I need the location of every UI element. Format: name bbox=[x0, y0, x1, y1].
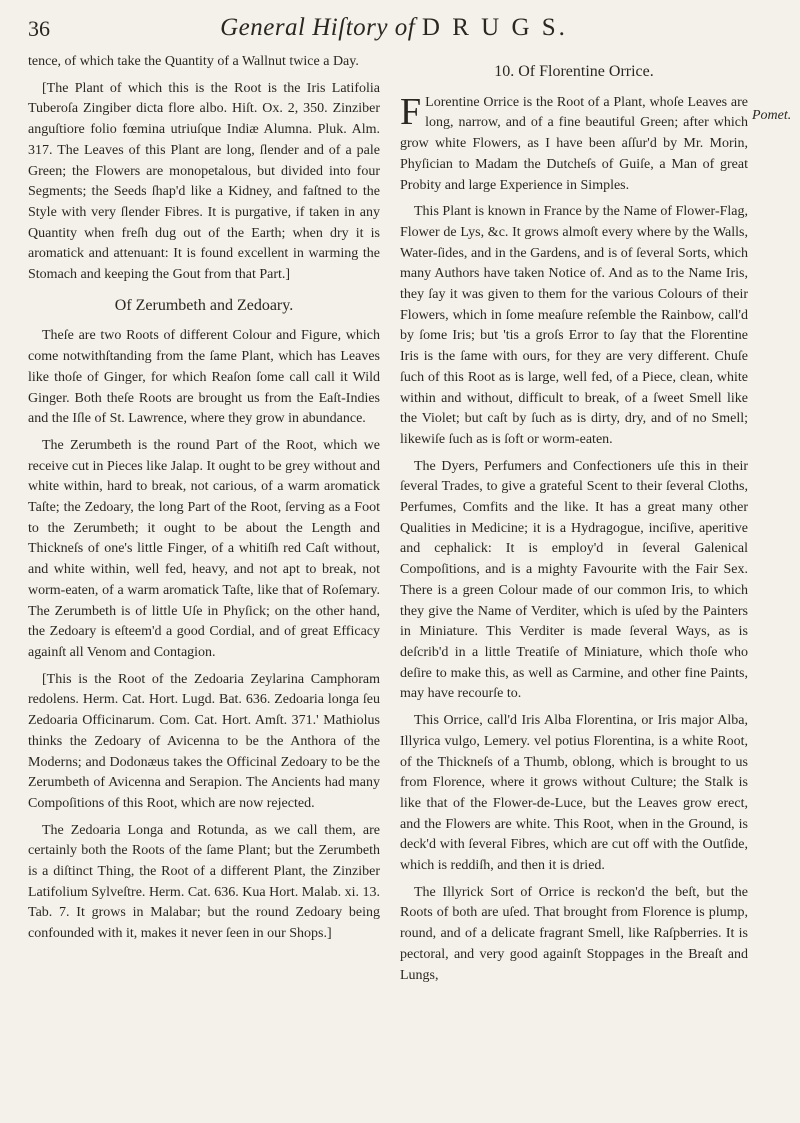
left-column bbox=[28, 52, 380, 951]
continuation-paragraph: tence, of which take the Quantity of a Wallnut twice a Day. bbox=[28, 54, 359, 69]
right-column bbox=[400, 52, 748, 992]
running-title-of: of bbox=[394, 14, 416, 41]
page-header bbox=[28, 14, 760, 48]
orrice-paragraph-1 bbox=[400, 90, 748, 197]
orrice-paragraph-4: This Orrice, call'd Iris Alba Florentina, or Iris major Alba, Illyrica vulgo, Lemery. vel potius Florentina, is a white Root, of the Thickneſs of a Thumb, oblong, which is brought to us from Florence, where it grows without Culture; the Stalk is like that of the Flower-de-Luce, but the Leaves grow erect, and the Flowers are white. This Root, when in the Ground, is deck'd with ſeveral Fibres, which are cut off with the Outſide, which is reddiſh, and then it is dried. bbox=[400, 713, 748, 874]
orrice-paragraph-1-text: Lorentine Orrice is the Root of a Plant, whoſe Leaves are long, narrow, and of a fine beautiful Green; after which grow white Flowers, as I have been aſſur'd by Mr. Morin, Phyſician to Madam the Dutcheſs of Guiſe, a Man of great Probity and large Experience in Simples. bbox=[400, 94, 748, 193]
zerumbeth-paragraph-1: Theſe are two Roots of different Colour and Figure, which come notwithſtanding from the ſame Plant, which has Leaves like thoſe of Ginger, for which Reaſon ſome call call it Wild Ginger. Both theſe Roots are brought us from the Eaſt-Indies and the Iſle of St. Lawrence, where they grow in abundance. bbox=[28, 328, 380, 427]
zerumbeth-paragraph-3: [This is the Root of the Zedoaria Zeylarina Camphoram redolens. Herm. Cat. Hort. Lugd. Bat. 636. Zedoaria longa ſeu Zedoaria Officinarum. Com. Cat. Hort. Amſt. 371.' Mathiolus thinks the Zedoary of Avicenna to be the Anthora of the Moderns; and Dodonæus takes the Officinal Zedoary to be the Zerumbeth of Avicenna and Serapion. The Ancients had many Compoſitions of this Root, which are now rejected. bbox=[28, 671, 380, 811]
zerumbeth-paragraph-2: The Zerumbeth is the round Part of the Root, which we receive cut in Pieces like Jalap. It ought to be grey without and white within, hard to break, not carious, of a warm aromatick Taſte; the Zedoary, the long Part of the Root, ſerving as a Foot to the Zerumbeth; it ought to be about the Length and Thickneſs of one's little Finger, of a whitiſh red Caſt without, and white within, well fed, heavy, and not apt to break, not worm-eaten, of a warm aromatick Taſte, like that of Roſemary. The Zerumbeth is of little Uſe in Phyſick; on the other hand, the Zedoary is eſteem'd a good Cordial, and of great Efficacy againſt all Venom and Contagion. bbox=[28, 437, 380, 660]
zerumbeth-paragraph-4: The Zedoaria Longa and Rotunda, as we call them, are certainly both the Roots of the ſame Plant; but the Zerumbeth is a diſtinct Thing, the Root of a different Plant, the Zinziber Latifolium Sylveſtre. Herm. Cat. 636. Kua Hort. Malab. xi. 13. Tab. 7. It grows in Malabar; but the round Zedoary being confounded with it, makes it never ſeen in our Shops.] bbox=[28, 822, 380, 942]
iris-note-paragraph: [The Plant of which this is the Root is the Iris Latifolia Tuberoſa Zingiber dicta flore albo. Hiſt. Ox. 2, 350. Zinziber anguſtiore folio fœmina utriuſque Indiæ Alumna. Pluk. Alm. 317. The Leaves of this Plant are long, ſlender and of a pale Green; the Flowers are monopetalous, but divided into four Segments; the Seeds ſhap'd like a Kidney, and faſtned to the Style with very ſlender Fibres. It is purgative, if taken in any Quantity when freſh dug out of the Earth; when dry it is aromatick and attenuant: It is found excellent in warming the Stomach and keeping the Gout from that Part.] bbox=[28, 80, 380, 283]
orrice-paragraph-5: The Illyrick Sort of Orrice is reckon'd the beſt, but the Roots of both are uſed. That brought from Florence is plump, round, and of a delicate fragrant Smell, like Raſpberries. It is pectoral, and very good againſt Stoppages in the Breaſt and Lungs, bbox=[400, 884, 748, 983]
page-number: 36 bbox=[28, 16, 50, 41]
running-title-italic: General Hiſtory bbox=[220, 14, 388, 41]
section-heading-orrice: 10. Of Florentine Orrice. bbox=[494, 63, 654, 80]
running-title bbox=[28, 14, 760, 42]
margin-note-pomet: Pomet. bbox=[752, 108, 792, 123]
section-heading-zerumbeth: Of Zerumbeth and Zedoary. bbox=[114, 296, 294, 314]
drop-cap: F bbox=[400, 90, 422, 133]
orrice-paragraph-2: This Plant is known in France by the Name of Flower-Flag, Flower de Lys, &c. It grows almoſt every where by the Walls, Water-ſides, and in the Gardens, and is of ſeveral Sorts, which many Authors have taken Notice of. And as to the Name Iris, they ſay it was given to them for the various Colours of their Flowers, which in ſome meaſure reſemble the Rainbow, call'd by ſome Iris; but 'tis a groſs Error to ſay that the Florentine Iris is the ſame with ours, for they are very different. Chuſe ſuch of this Root as is large, well fed, of a Piece, clean, white within and without, difficult to break, of a ſweet Smell like the Violet; but caſt by ſuch as is dirty, dry, and of no Smell; likewiſe ſuch as is ſoft or worm-eaten. bbox=[400, 204, 748, 447]
running-title-caps: D R U G S. bbox=[421, 14, 568, 41]
orrice-paragraph-3: The Dyers, Perfumers and Confectioners uſe this in their ſeveral Trades, to give a grateful Scent to their ſeveral Cloths, Perfumes, Comfits and the like. It has a great many other Qualities in Medicine; it is a Hydragogue, inciſive, aperitive and cephalick: It is employ'd in ſeveral Galenical Compoſitions, and is a mighty Favourite with the Fair Sex. There is a green Colour made of our common Iris, to which they give the Name of Verditer, which is uſed by the Painters in Miniature. This Verditer is made ſeveral Ways, as is deſcrib'd in a little Treatiſe of Miniature, which thoſe who deſire to make this, as well as Carmine, and other fine Paints, may have recourſe to. bbox=[400, 458, 748, 702]
